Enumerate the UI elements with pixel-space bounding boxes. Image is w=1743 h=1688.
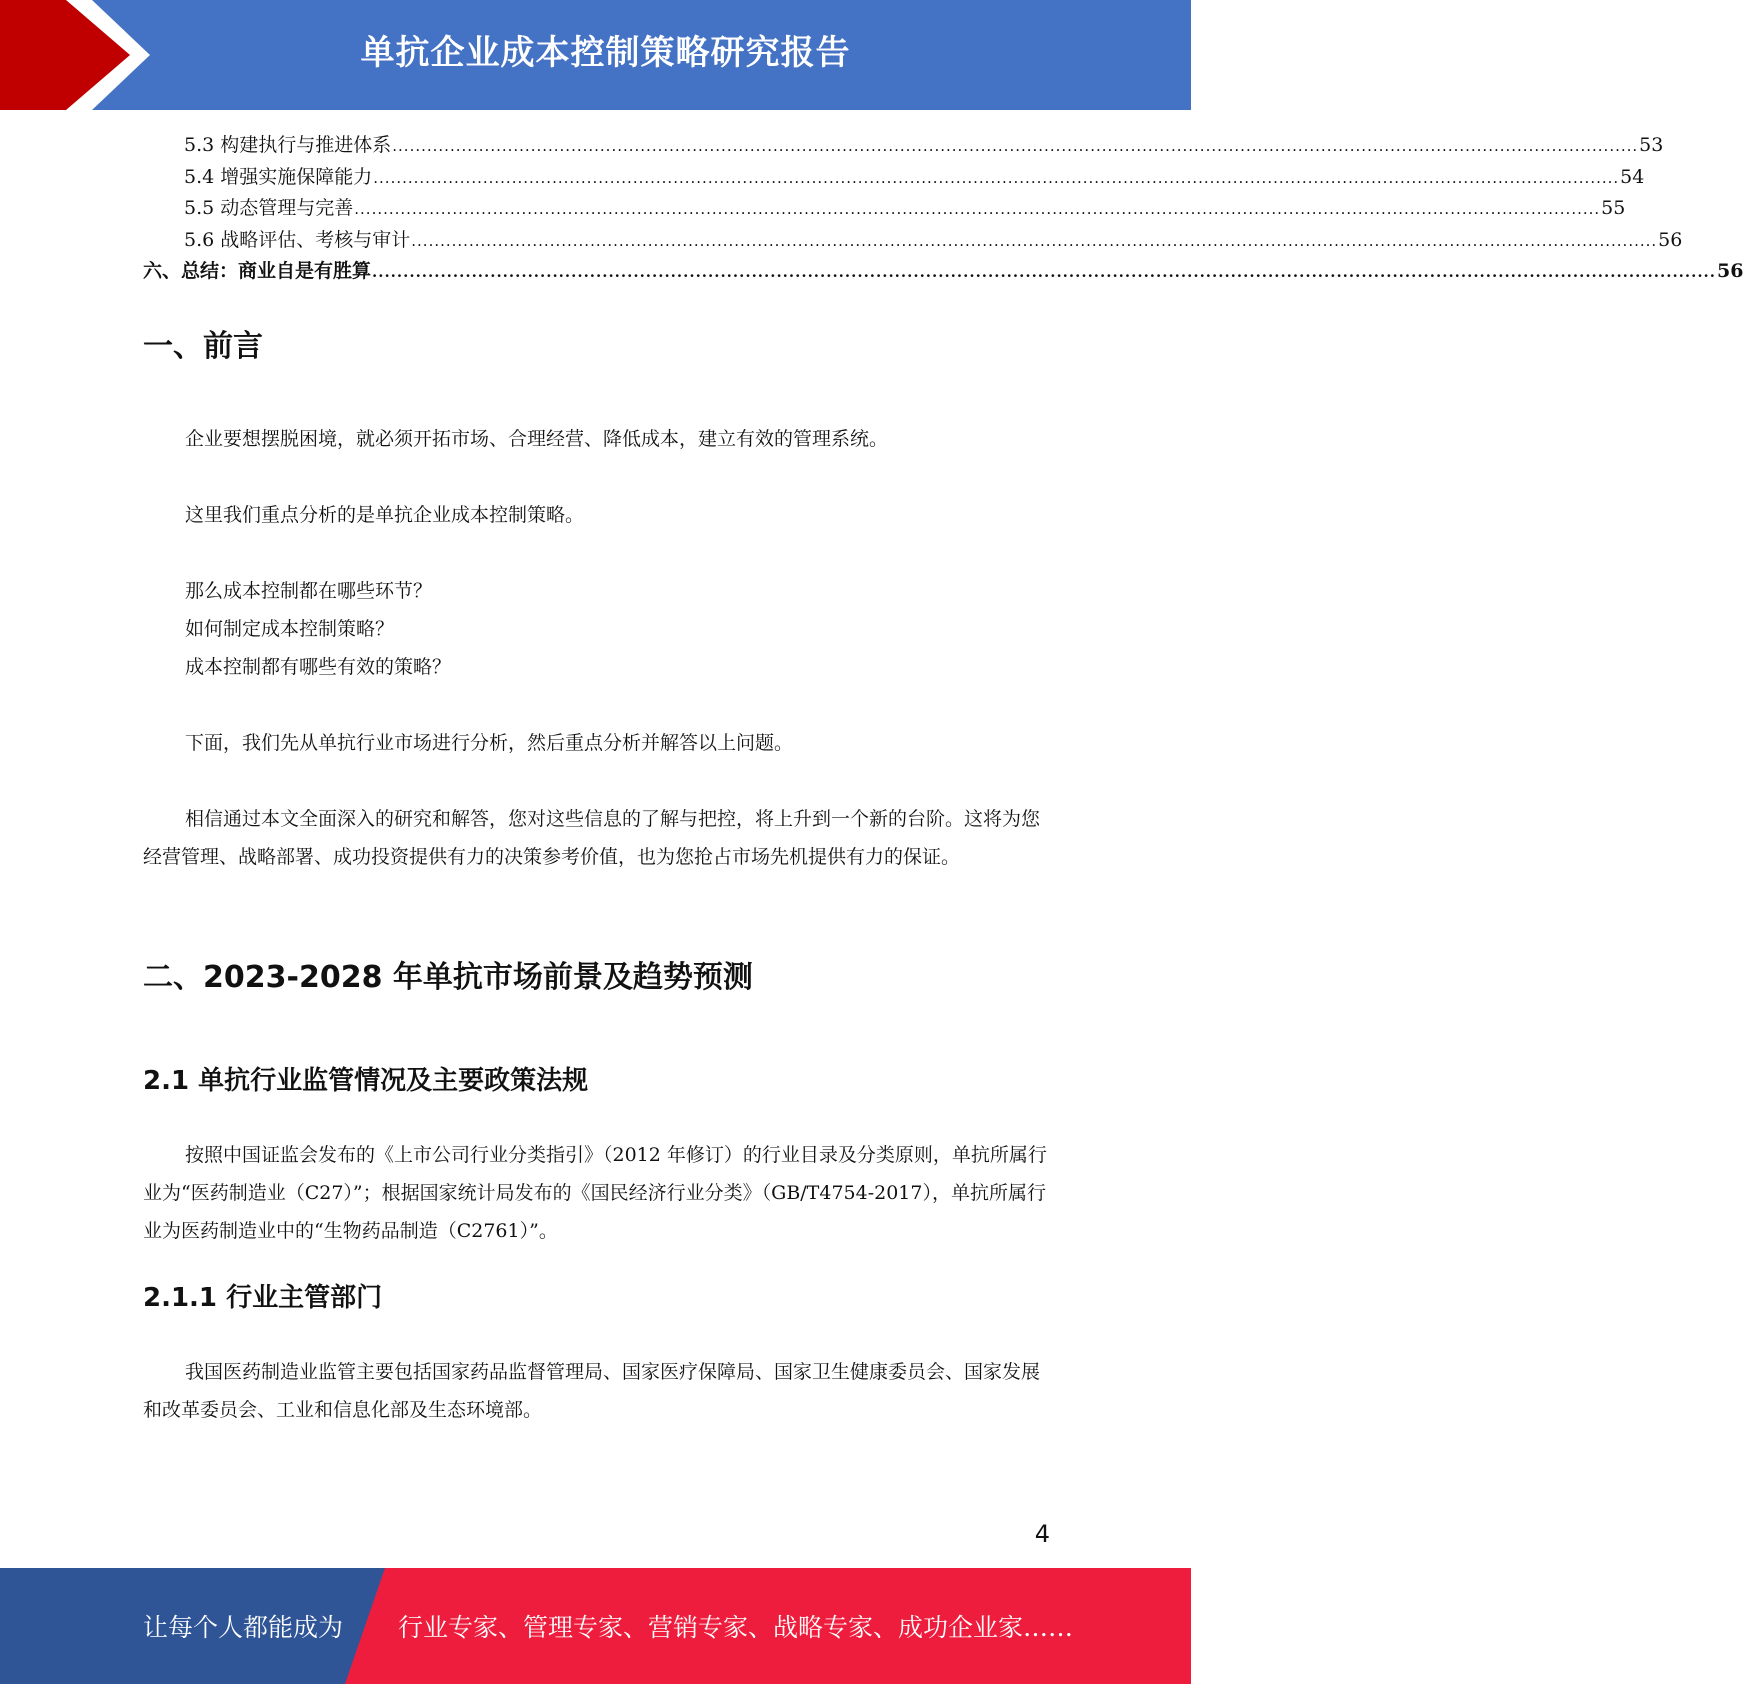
toc-leader-dots: ........................................................................................................................................................................................................................: [392, 137, 1639, 155]
toc-entry-label: 5.6 战略评估、考核与审计: [184, 228, 411, 251]
toc-leader-dots: ........................................................................................................................................................................................................................: [372, 263, 1717, 281]
toc-entry-label: 六、总结：商业自是有胜算: [143, 260, 372, 282]
page-footer: [0, 1568, 1191, 1684]
paragraph: 我国医药制造业监管主要包括国家药品监督管理局、国家医疗保障局、国家卫生健康委员会、国家发展和改革委员会、工业和信息化部及生态环境部。: [143, 1361, 1041, 1421]
subsection-heading: 2.1 单抗行业监管情况及主要政策法规: [143, 1066, 589, 1096]
page-header: [0, 0, 1191, 110]
paragraph: 按照中国证监会发布的《上市公司行业分类指引》（2012 年修订）的行业目录及分类原则，单抗所属行业为“医药制造业（C27）”；根据国家统计局发布的《国民经济行业分类》（GB/T4754-2017），单抗所属行业为医药制造业中的“生物药品制造（C2761）”。: [143, 1144, 1047, 1242]
toc-entry[interactable]: [143, 162, 1645, 194]
toc-leader-dots: ........................................................................................................................................................................................................................: [373, 168, 1620, 187]
page-number: 4: [1034, 1520, 1050, 1548]
footer-slogan-right: 行业专家、管理专家、营销专家、战略专家、成功企业家……: [398, 1613, 1074, 1642]
question-line: 成本控制都有哪些有效的策略？: [185, 656, 452, 678]
paragraph: 企业要想摆脱困境，就必须开拓市场、合理经营、降低成本，建立有效的管理系统。: [185, 428, 889, 450]
toc-entry-page: 56: [1717, 260, 1743, 282]
footer-slogan-left: 让每个人都能成为: [143, 1613, 344, 1642]
toc-entry[interactable]: [143, 225, 1683, 257]
toc-entry-page: 56: [1658, 228, 1683, 251]
toc-entry[interactable]: [143, 130, 1664, 162]
toc-entry[interactable]: [143, 193, 1626, 225]
header-title: 单抗企业成本控制策略研究报告: [360, 33, 851, 73]
toc-entry-page: 54: [1620, 165, 1645, 188]
table-of-contents: [143, 130, 1743, 288]
toc-entry-label: 5.4 增强实施保障能力: [184, 165, 373, 188]
toc-entry[interactable]: [143, 256, 1743, 288]
toc-entry-label: 5.5 动态管理与完善: [184, 197, 354, 219]
subsection-heading: 2.1.1 行业主管部门: [143, 1283, 383, 1313]
paragraph: 相信通过本文全面深入的研究和解答，您对这些信息的了解与把控，将上升到一个新的台阶。这将为您经营管理、战略部署、成功投资提供有力的决策参考价值，也为您抢占市场先机提供有力的保证。: [143, 808, 1041, 868]
toc-entry-page: 55: [1601, 197, 1626, 219]
toc-entry-label: 5.3 构建执行与推进体系: [184, 134, 392, 156]
question-line: 那么成本控制都在哪些环节？: [185, 580, 433, 602]
toc-leader-dots: ........................................................................................................................................................................................................................: [411, 231, 1658, 250]
paragraph: 这里我们重点分析的是单抗企业成本控制策略。: [185, 504, 585, 526]
toc-entry-page: 53: [1639, 134, 1664, 156]
section-heading-foreword: 一、前言: [143, 329, 263, 364]
question-line: 如何制定成本控制策略？: [185, 618, 395, 640]
section-heading-market: 二、2023-2028 年单抗市场前景及趋势预测: [143, 960, 753, 995]
paragraph: 下面，我们先从单抗行业市场进行分析，然后重点分析并解答以上问题。: [185, 732, 794, 754]
toc-leader-dots: ........................................................................................................................................................................................................................: [354, 200, 1601, 218]
